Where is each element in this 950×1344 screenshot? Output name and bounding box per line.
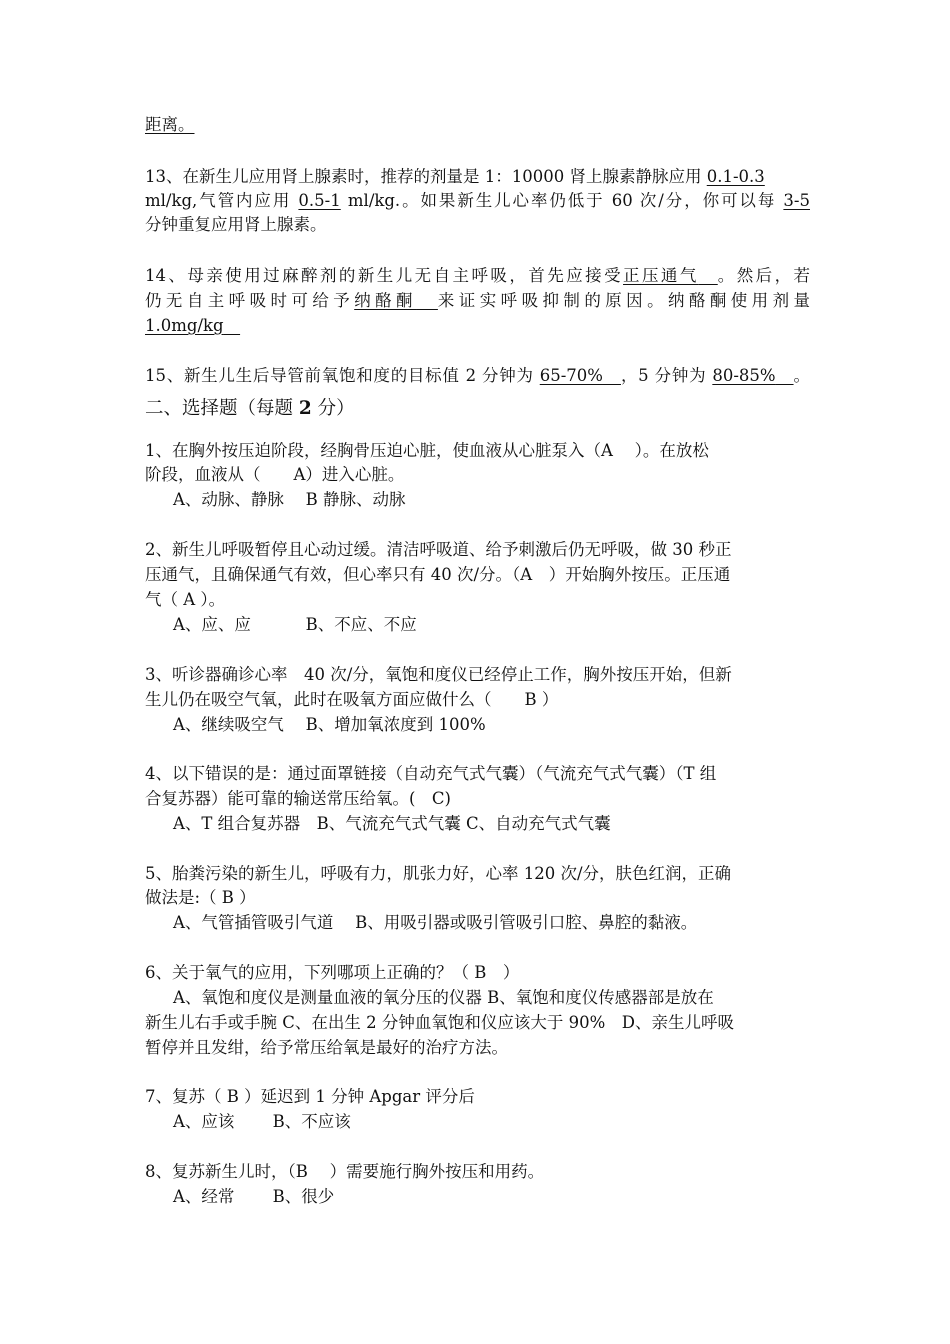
choice-3-line-2 bbox=[145, 688, 810, 712]
answer-blank-pad bbox=[776, 366, 794, 385]
answer-blank: 3-5 bbox=[783, 191, 810, 210]
answer-blank: 80-85% bbox=[712, 366, 776, 385]
text-span: 6、关于氧气的应用，下列哪项上正确的？（ B ） bbox=[145, 963, 520, 982]
choice-6-line-1 bbox=[145, 961, 810, 985]
text-span: 气（ A ）。 bbox=[145, 590, 226, 609]
text-span: A、氧饱和度仪是测量血液的氧分压的仪器 B、氧饱和度仪传感器部是放在 bbox=[173, 988, 714, 1007]
choice-2-line-2 bbox=[145, 563, 810, 587]
question-13-line-1 bbox=[145, 165, 810, 189]
answer-blank: 0.5-1 bbox=[298, 191, 341, 210]
choice-5-options bbox=[173, 911, 838, 935]
choice-4-options bbox=[173, 812, 838, 836]
question-13-line-2 bbox=[145, 189, 810, 213]
text-span: 2、新生儿呼吸暂停且心动过缓。清洁呼吸道、给予刺激后仍无呼吸，做 30 秒正 bbox=[145, 540, 732, 559]
text-span: 暂停并且发绀，给予常压给氧是最好的治疗方法。 bbox=[145, 1038, 508, 1057]
text-span: 新生儿右手或手腕 C、在出生 2 分钟血氧饱和仪应该大于 90% D、亲生儿呼吸 bbox=[145, 1013, 735, 1032]
text-span: 分） bbox=[311, 398, 355, 419]
choice-5-line-2 bbox=[145, 886, 810, 910]
question-14-line-3 bbox=[145, 314, 810, 338]
text-span: 生儿仍在吸空气氧，此时在吸氧方面应做什么（ B ） bbox=[145, 690, 559, 709]
choice-1-line-2 bbox=[145, 463, 810, 487]
answer-blank-pad bbox=[699, 266, 718, 285]
text-span: 13、在新生儿应用肾上腺素时，推荐的剂量是 1：10000 肾上腺素静脉应用 bbox=[145, 167, 702, 186]
answer-blank: 65-70% bbox=[539, 366, 603, 385]
answer-blank: 0.1-0.3 bbox=[706, 167, 765, 186]
text-span: 阶段，血液从（ A）进入心脏。 bbox=[145, 465, 405, 484]
choice-8-options bbox=[173, 1185, 838, 1209]
bold-number: 2 bbox=[298, 398, 312, 419]
text-span: A、应、应 B、不应、不应 bbox=[173, 615, 417, 634]
text-span: 15、新生儿生后导管前氧饱和度的目标值 2 分钟为 bbox=[145, 366, 534, 385]
answer-blank-pad bbox=[224, 316, 241, 335]
choice-6-line-3 bbox=[145, 1011, 810, 1035]
text-span: 。然后，若 bbox=[717, 266, 811, 285]
text-span: A、继续吸空气 B、增加氧浓度到 100% bbox=[173, 715, 486, 734]
text-span: A、应该 B、不应该 bbox=[173, 1112, 351, 1131]
text-line bbox=[145, 113, 810, 137]
text-span: 4、以下错误的是：通过面罩链接（自动充气式气囊）（气流充气式气囊）（T 组 bbox=[145, 764, 717, 783]
answer-blank: 1.0mg/kg bbox=[145, 316, 224, 335]
text-span: 压通气，且确保通气有效，但心率只有 40 次/分。（A ）开始胸外按压。正压通 bbox=[145, 565, 731, 584]
text-span: A、经常 B、很少 bbox=[173, 1187, 335, 1206]
text-span: 8、复苏新生儿时，（B ）需要施行胸外按压和用药。 bbox=[145, 1162, 545, 1181]
choice-5-line-1 bbox=[145, 862, 810, 886]
choice-7-line-1 bbox=[145, 1085, 810, 1109]
text-span: 7、复苏（ B ）延迟到 1 分钟 Apgar 评分后 bbox=[145, 1087, 475, 1106]
choice-3-options bbox=[173, 713, 838, 737]
choice-1-options bbox=[173, 488, 838, 512]
text-span: ml/kg.。如果新生儿心率仍低于 60 次/分，你可以每 bbox=[347, 191, 777, 210]
text-span: 5、胎粪污染的新生儿，呼吸有力，肌张力好，心率 120 次/分，肤色红润，正确 bbox=[145, 864, 732, 883]
choice-3-line-1 bbox=[145, 663, 810, 687]
question-15-line-1 bbox=[145, 364, 810, 388]
answer-blank: 正压通气 bbox=[623, 266, 699, 285]
text-span: 3、听诊器确诊心率 40 次/分，氧饱和度仪已经停止工作，胸外按压开始，但新 bbox=[145, 665, 732, 684]
text-span: 二、选择题（每题 bbox=[145, 398, 299, 419]
choice-4-line-1 bbox=[145, 762, 810, 786]
text-span: 仍无自主呼吸时可给予 bbox=[145, 291, 355, 310]
answer-blank-pad bbox=[417, 291, 438, 310]
choice-7-options bbox=[173, 1110, 838, 1134]
text-span: 。 bbox=[793, 366, 811, 385]
choice-1-line-1 bbox=[145, 439, 810, 463]
text-span: 来证实呼吸抑制的原因。纳酪酮使用剂量 bbox=[437, 291, 811, 310]
text-span: 做法是:（ B ） bbox=[145, 888, 256, 907]
text-span: A、气管插管吸引气道 B、用吸引器或吸引管吸引口腔、鼻腔的黏液。 bbox=[173, 913, 698, 932]
choice-2-line-3 bbox=[145, 588, 810, 612]
choice-2-options bbox=[173, 613, 838, 637]
choice-2-line-1 bbox=[145, 538, 810, 562]
question-14-line-2 bbox=[145, 289, 810, 313]
question-13-line-3 bbox=[145, 213, 810, 237]
answer-blank-pad bbox=[603, 366, 621, 385]
choice-8-line-1 bbox=[145, 1160, 810, 1184]
text-span: A、T 组合复苏器 B、气流充气式气囊 C、自动充气式气囊 bbox=[173, 814, 611, 833]
text-span: 分钟重复应用肾上腺素。 bbox=[145, 215, 327, 234]
text-span: ml/kg,气管内应用 bbox=[145, 191, 292, 210]
choice-6-line-4 bbox=[145, 1036, 810, 1060]
text-span: ，5 分钟为 bbox=[620, 366, 707, 385]
text-span: 合复苏器）能可靠的输送常压给氧。( C) bbox=[145, 789, 451, 808]
text-span: 14、母亲使用过麻醉剂的新生儿无自主呼吸，首先应接受 bbox=[145, 266, 624, 285]
underlined-answer: 距离。 bbox=[145, 115, 195, 134]
answer-blank: 纳酪酮 bbox=[354, 291, 417, 310]
text-span: 1、在胸外按压迫阶段，经胸骨压迫心脏，使血液从心脏泵入（A ）。在放松 bbox=[145, 441, 709, 460]
choice-6-line-2 bbox=[173, 986, 838, 1010]
choice-4-line-2 bbox=[145, 787, 810, 811]
section-heading bbox=[145, 397, 810, 421]
question-14-line-1 bbox=[145, 264, 810, 288]
text-span: A、动脉、静脉 B 静脉、动脉 bbox=[173, 490, 406, 509]
